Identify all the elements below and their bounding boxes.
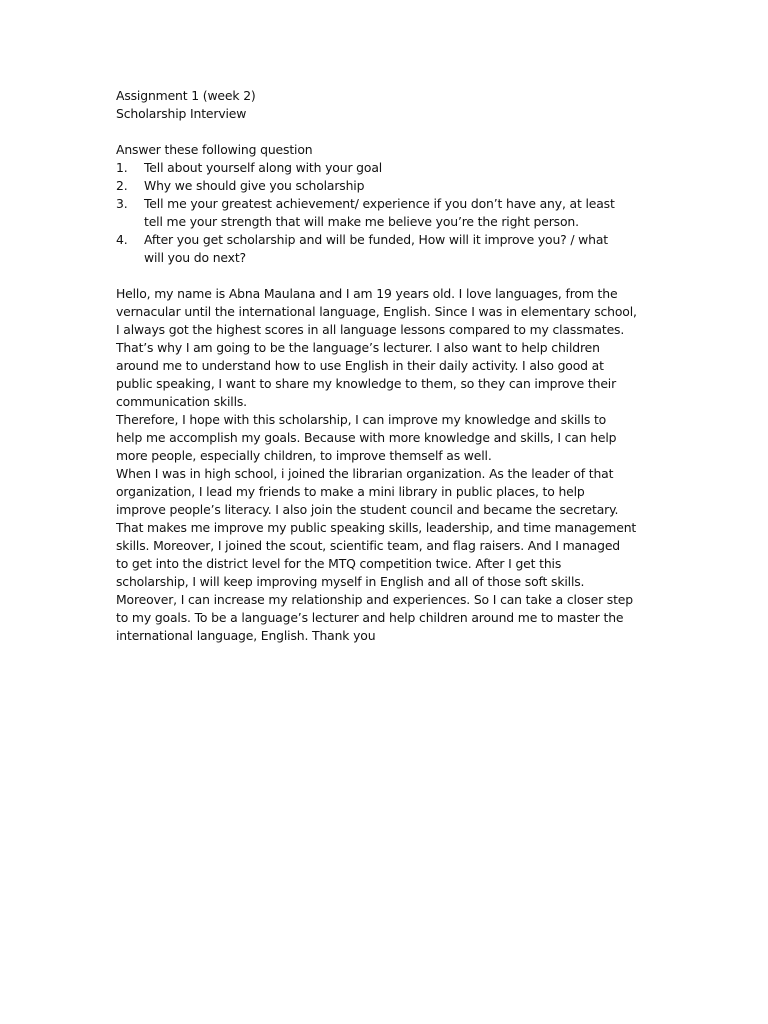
answer-line: When I was in high school, i joined the librarian organization. As the leader of that bbox=[116, 466, 614, 481]
question-text-line: Tell me your greatest achievement/ experience if you don’t have any, at least bbox=[144, 196, 615, 211]
answer-line: I always got the highest scores in all language lessons compared to my classmates. bbox=[116, 322, 625, 337]
answer-line: to get into the district level for the MTQ competition twice. After I get this bbox=[116, 556, 562, 571]
answer-section bbox=[116, 285, 656, 645]
spacer bbox=[116, 123, 656, 141]
instructions-text: Answer these following question bbox=[116, 142, 313, 157]
question-number: 2. bbox=[116, 178, 128, 193]
answer-line: around me to understand how to use English in their daily activity. I also good at bbox=[116, 358, 604, 373]
answer-line: more people, especially children, to improve themself as well. bbox=[116, 448, 492, 463]
question-text-line: tell me your strength that will make me believe you’re the right person. bbox=[144, 214, 579, 229]
question-text-line: After you get scholarship and will be funded, How will it improve you? / what bbox=[144, 232, 609, 247]
answer-line: skills. Moreover, I joined the scout, scientific team, and flag raisers. And I managed bbox=[116, 538, 621, 553]
answer-line: help me accomplish my goals. Because with more knowledge and skills, I can help bbox=[116, 430, 617, 445]
answer-paragraph bbox=[116, 465, 656, 645]
question-text-line: will you do next? bbox=[144, 250, 246, 265]
answer-line: That’s why I am going to be the language’s lecturer. I also want to help children bbox=[116, 340, 600, 355]
question-item bbox=[116, 177, 656, 195]
document-body bbox=[116, 87, 656, 645]
question-item bbox=[116, 231, 656, 267]
answer-line: scholarship, I will keep improving myself in English and all of those soft skills. bbox=[116, 574, 585, 589]
answer-line: communication skills. bbox=[116, 394, 247, 409]
answer-paragraph bbox=[116, 285, 656, 411]
question-number: 3. bbox=[116, 196, 128, 211]
question-item bbox=[116, 195, 656, 231]
question-text-line: Why we should give you scholarship bbox=[144, 178, 365, 193]
answer-line: international language, English. Thank you bbox=[116, 628, 376, 643]
answer-line: Therefore, I hope with this scholarship, I can improve my knowledge and skills to bbox=[116, 412, 607, 427]
answer-line: improve people’s literacy. I also join the student council and became the secretary. bbox=[116, 502, 619, 517]
answer-line: public speaking, I want to share my knowledge to them, so they can improve their bbox=[116, 376, 617, 391]
assignment-subject: Scholarship Interview bbox=[116, 106, 247, 121]
assignment-title: Assignment 1 (week 2) bbox=[116, 88, 256, 103]
answer-line: Moreover, I can increase my relationship and experiences. So I can take a closer step bbox=[116, 592, 633, 607]
answer-line: organization, I lead my friends to make a mini library in public places, to help bbox=[116, 484, 585, 499]
spacer bbox=[116, 267, 656, 285]
answer-line: vernacular until the international language, English. Since I was in elementary school, bbox=[116, 304, 637, 319]
answer-line: That makes me improve my public speaking skills, leadership, and time management bbox=[116, 520, 637, 535]
answer-line: to my goals. To be a language’s lecturer and help children around me to master the bbox=[116, 610, 624, 625]
answer-line: Hello, my name is Abna Maulana and I am 19 years old. I love languages, from the bbox=[116, 286, 618, 301]
question-text-line: Tell about yourself along with your goal bbox=[144, 160, 383, 175]
question-number: 4. bbox=[116, 232, 128, 247]
question-list bbox=[116, 159, 656, 267]
question-item bbox=[116, 159, 656, 177]
answer-paragraph bbox=[116, 411, 656, 465]
question-number: 1. bbox=[116, 160, 128, 175]
